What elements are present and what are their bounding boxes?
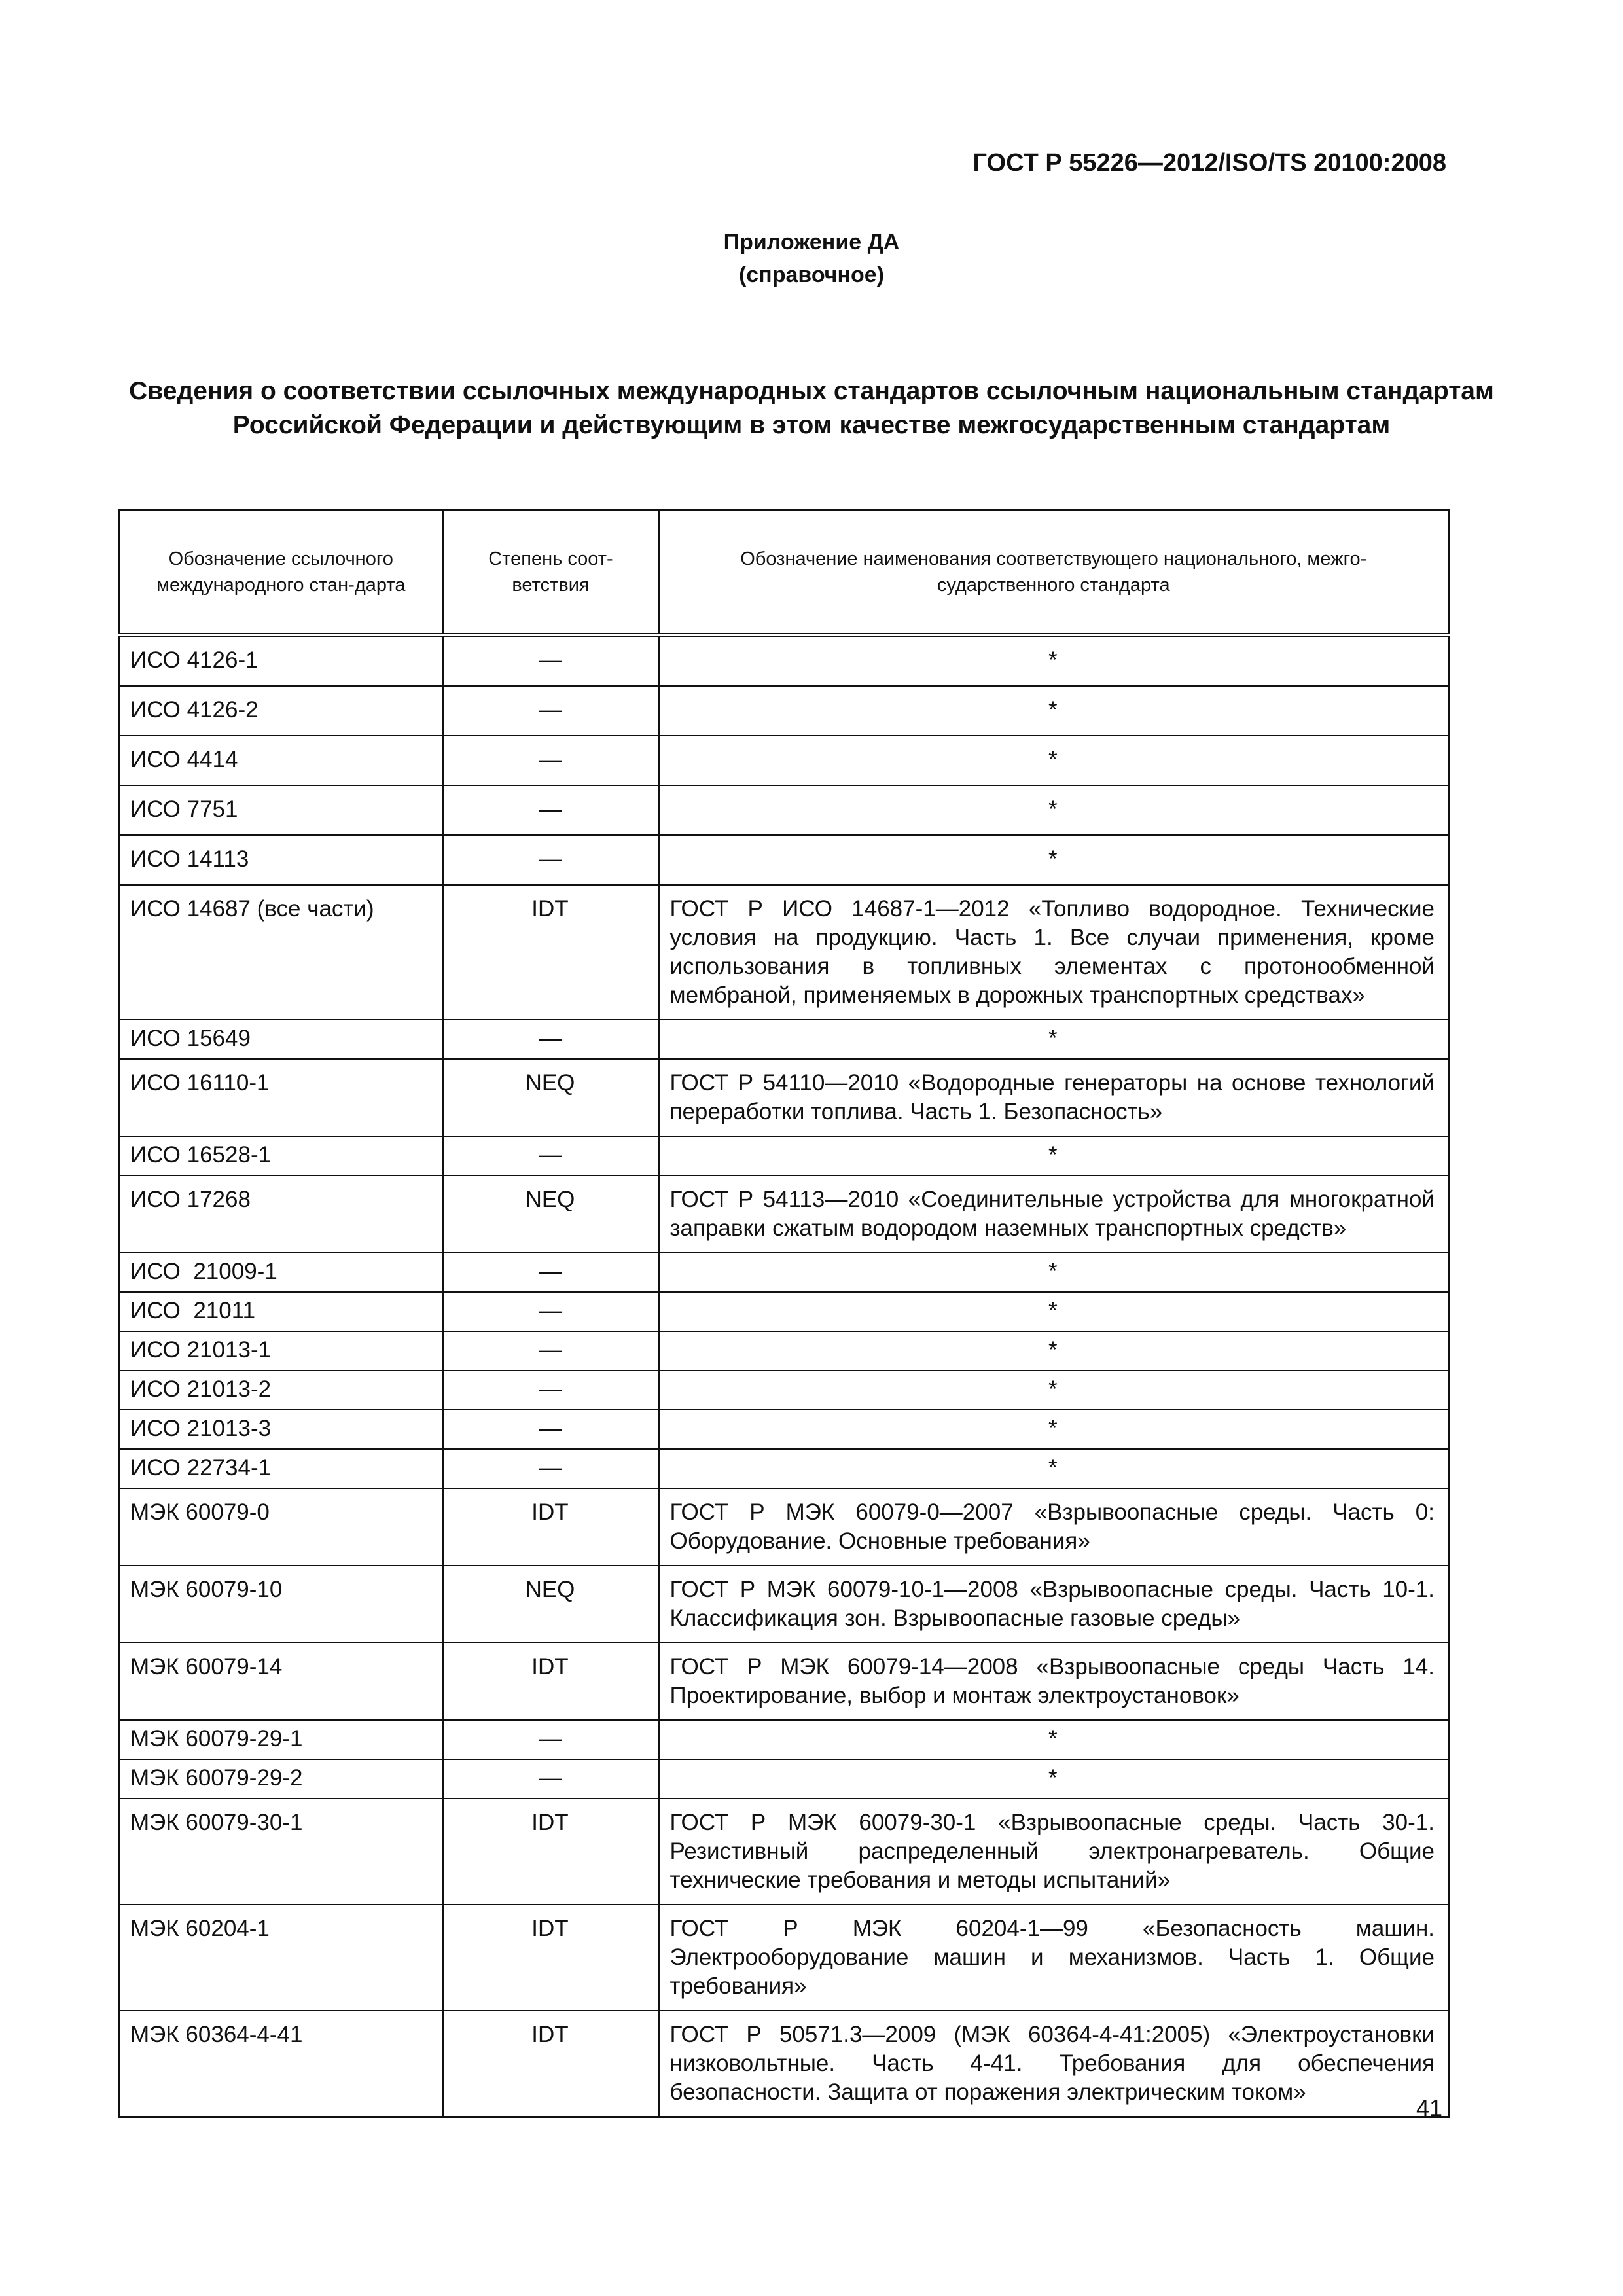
- cell-reference: ИСО 14687 (все части): [119, 885, 443, 1020]
- column-header-reference: Обозначение ссылочного международного стан-дарта: [119, 511, 443, 636]
- table-row: [119, 1566, 1449, 1643]
- table-row: [119, 785, 1449, 835]
- cell-reference: ИСО 21011: [119, 1292, 443, 1331]
- cell-national: *: [659, 635, 1449, 686]
- cell-national: ГОСТ Р МЭК 60079-10-1—2008 «Взрывоопасные среды. Часть 10-1. Классификация зон. Взрывоопасные газовые среды»: [659, 1566, 1449, 1643]
- cell-degree: NEQ: [443, 1175, 659, 1253]
- cell-reference: МЭК 60079-29-1: [119, 1720, 443, 1759]
- annex-type: (справочное): [738, 262, 885, 287]
- table-row: [119, 1059, 1449, 1136]
- table-row: [119, 1136, 1449, 1175]
- column-header-degree: Степень соот-ветствия: [443, 511, 659, 636]
- cell-national: *: [659, 1253, 1449, 1292]
- cell-reference: ИСО 21009-1: [119, 1253, 443, 1292]
- cell-national: *: [659, 1410, 1449, 1449]
- cell-degree: —: [443, 1020, 659, 1059]
- cell-national: *: [659, 1020, 1449, 1059]
- cell-degree: —: [443, 736, 659, 785]
- cell-degree: —: [443, 1136, 659, 1175]
- cell-national: *: [659, 835, 1449, 885]
- cell-reference: ИСО 16528-1: [119, 1136, 443, 1175]
- cell-reference: ИСО 14113: [119, 835, 443, 885]
- table-row: [119, 1643, 1449, 1720]
- cell-degree: IDT: [443, 1488, 659, 1566]
- table-row: [119, 1331, 1449, 1371]
- cell-degree: —: [443, 835, 659, 885]
- cell-reference: ИСО 15649: [119, 1020, 443, 1059]
- table-row: [119, 1488, 1449, 1566]
- document-title: Сведения о соответствии ссылочных международных стандартов ссылочным национальным стандартам Российской Федерации и действующим в этом качестве межгосударственным стандартам: [129, 377, 1494, 439]
- table-row: [119, 885, 1449, 1020]
- cell-national: *: [659, 1759, 1449, 1799]
- table-row: [119, 1371, 1449, 1410]
- cell-reference: ИСО 21013-1: [119, 1331, 443, 1371]
- cell-national: ГОСТ Р МЭК 60079-30-1 «Взрывоопасные среды. Часть 30-1. Резистивный распределенный электронагреватель. Общие технические требования и методы испытаний»: [659, 1799, 1449, 1905]
- cell-national: *: [659, 1371, 1449, 1410]
- cell-reference: МЭК 60079-30-1: [119, 1799, 443, 1905]
- cell-degree: IDT: [443, 2011, 659, 2117]
- cell-degree: IDT: [443, 885, 659, 1020]
- table-row: [119, 635, 1449, 686]
- cell-reference: МЭК 60079-10: [119, 1566, 443, 1643]
- table-row: [119, 835, 1449, 885]
- cell-national: *: [659, 1449, 1449, 1488]
- cell-degree: —: [443, 635, 659, 686]
- table-row: [119, 1175, 1449, 1253]
- table-row: [119, 1410, 1449, 1449]
- cell-degree: —: [443, 1253, 659, 1292]
- cell-reference: МЭК 60364-4-41: [119, 2011, 443, 2117]
- cell-reference: ИСО 21013-3: [119, 1410, 443, 1449]
- cell-degree: —: [443, 1759, 659, 1799]
- annex-heading: [0, 226, 1623, 291]
- table-row: [119, 686, 1449, 736]
- cell-reference: ИСО 4126-2: [119, 686, 443, 736]
- table-row: [119, 1720, 1449, 1759]
- table-row: [119, 1905, 1449, 2011]
- cell-national: *: [659, 1292, 1449, 1331]
- table-row: [119, 1449, 1449, 1488]
- table-row: [119, 2011, 1449, 2117]
- column-header-national: Обозначение наименования соответствующего национального, межго-сударственного стандарта: [659, 511, 1449, 636]
- cell-national: ГОСТ Р МЭК 60079-0—2007 «Взрывоопасные среды. Часть 0: Оборудование. Основные требования»: [659, 1488, 1449, 1566]
- cell-degree: —: [443, 686, 659, 736]
- cell-reference: ИСО 16110-1: [119, 1059, 443, 1136]
- cell-national: *: [659, 1331, 1449, 1371]
- cell-national: *: [659, 1136, 1449, 1175]
- cell-degree: —: [443, 1720, 659, 1759]
- cell-reference: МЭК 60079-0: [119, 1488, 443, 1566]
- cell-degree: —: [443, 1410, 659, 1449]
- table-row: [119, 1799, 1449, 1905]
- cell-national: ГОСТ Р 54113—2010 «Соединительные устройства для многократной заправки сжатым водородом наземных транспортных средств»: [659, 1175, 1449, 1253]
- cell-degree: IDT: [443, 1799, 659, 1905]
- page-number: 41: [1416, 2094, 1442, 2121]
- cell-reference: МЭК 60079-29-2: [119, 1759, 443, 1799]
- cell-degree: —: [443, 1331, 659, 1371]
- cell-degree: IDT: [443, 1905, 659, 2011]
- document-code: ГОСТ Р 55226—2012/ISO/TS 20100:2008: [972, 149, 1446, 177]
- cell-degree: IDT: [443, 1643, 659, 1720]
- cell-reference: ИСО 21013-2: [119, 1371, 443, 1410]
- table-row: [119, 1292, 1449, 1331]
- cell-national: ГОСТ Р МЭК 60204-1—99 «Безопасность машин. Электрооборудование машин и механизмов. Часть 1. Общие требования»: [659, 1905, 1449, 2011]
- cell-national: *: [659, 736, 1449, 785]
- correspondence-table: [118, 509, 1450, 2118]
- cell-national: ГОСТ Р 54110—2010 «Водородные генераторы на основе технологий переработки топлива. Часть 1. Безопасность»: [659, 1059, 1449, 1136]
- cell-national: *: [659, 686, 1449, 736]
- cell-reference: МЭК 60204-1: [119, 1905, 443, 2011]
- cell-reference: ИСО 17268: [119, 1175, 443, 1253]
- cell-reference: МЭК 60079-14: [119, 1643, 443, 1720]
- table-row: [119, 736, 1449, 785]
- table-row: [119, 1020, 1449, 1059]
- cell-national: *: [659, 785, 1449, 835]
- table-header-row: [119, 511, 1449, 636]
- table-row: [119, 1253, 1449, 1292]
- cell-reference: ИСО 22734-1: [119, 1449, 443, 1488]
- cell-national: ГОСТ Р МЭК 60079-14—2008 «Взрывоопасные среды Часть 14. Проектирование, выбор и монтаж электроустановок»: [659, 1643, 1449, 1720]
- table-row: [119, 1759, 1449, 1799]
- cell-reference: ИСО 4414: [119, 736, 443, 785]
- cell-degree: NEQ: [443, 1566, 659, 1643]
- cell-degree: —: [443, 1371, 659, 1410]
- cell-national: ГОСТ Р 50571.3—2009 (МЭК 60364-4-41:2005) «Электроустановки низковольтные. Часть 4-41. Требования для обеспечения безопасности. Защита от поражения электрическим током»: [659, 2011, 1449, 2117]
- cell-reference: ИСО 4126-1: [119, 635, 443, 686]
- cell-national: ГОСТ Р ИСО 14687-1—2012 «Топливо водородное. Технические условия на продукцию. Часть 1. Все случаи применения, кроме использования в топливных элементах с протонообменной мембраной, применяемых в дорожных транспортных средствах»: [659, 885, 1449, 1020]
- cell-degree: —: [443, 785, 659, 835]
- cell-reference: ИСО 7751: [119, 785, 443, 835]
- cell-degree: —: [443, 1449, 659, 1488]
- cell-national: *: [659, 1720, 1449, 1759]
- cell-degree: —: [443, 1292, 659, 1331]
- annex-title: Приложение ДА: [723, 230, 900, 255]
- cell-degree: NEQ: [443, 1059, 659, 1136]
